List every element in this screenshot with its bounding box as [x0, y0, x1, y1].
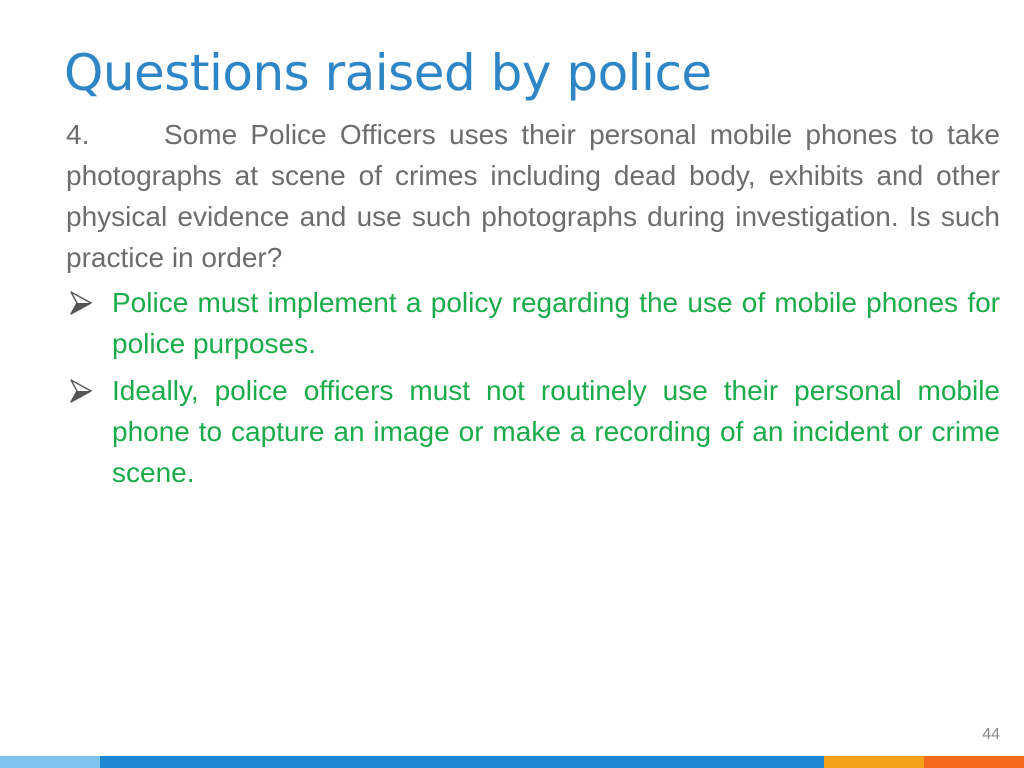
question-text: Some Police Officers uses their personal mobile phones to take photographs at scene of crimes including dead body, exhibits and other physical evidence and use such photographs during investigation. Is such practice in order?	[66, 119, 1000, 273]
slide-title: Questions raised by police	[64, 44, 712, 102]
footer-segment-light-blue	[0, 756, 100, 768]
page-number: 44	[982, 726, 1000, 743]
arrowhead-bullet-icon	[70, 291, 92, 315]
footer-segment-blue	[100, 756, 824, 768]
arrowhead-bullet-icon	[70, 379, 92, 403]
answer-text: Police must implement a policy regarding the use of mobile phones for police purposes.	[112, 287, 1000, 359]
question-paragraph	[66, 114, 1000, 278]
answer-item	[66, 282, 1000, 364]
footer-color-bar	[0, 756, 1024, 768]
slide-body	[66, 114, 1000, 499]
footer-segment-orange	[824, 756, 924, 768]
answer-item	[66, 370, 1000, 493]
answer-text: Ideally, police officers must not routinely use their personal mobile phone to capture an image or make a recording of an incident or crime scene.	[112, 375, 1000, 488]
question-number: 4.	[66, 119, 90, 150]
footer-segment-dark-orange	[924, 756, 1024, 768]
answer-list	[66, 282, 1000, 493]
